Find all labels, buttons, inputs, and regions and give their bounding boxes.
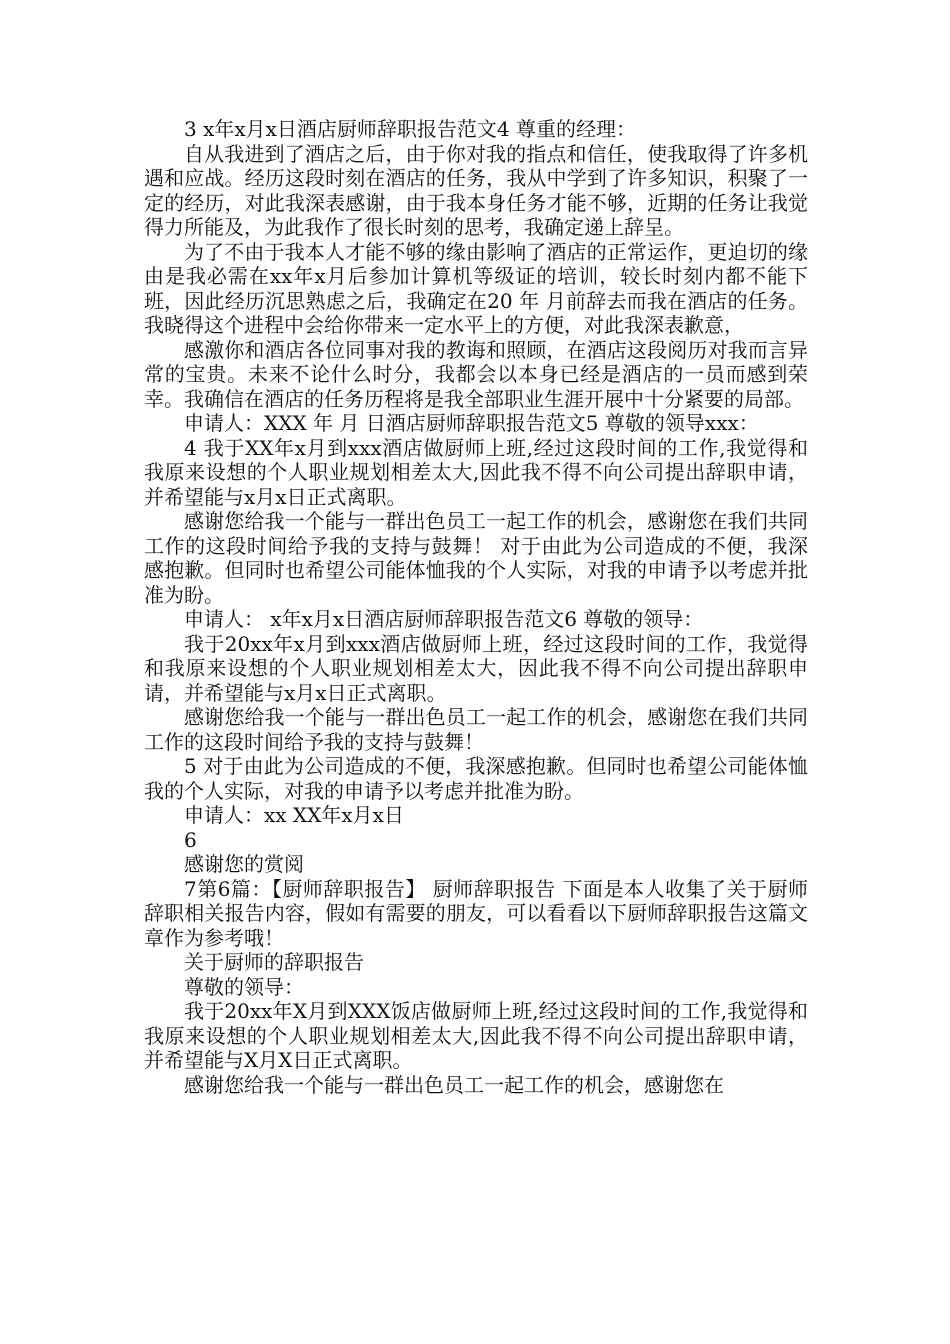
paragraph: 7第6篇：【厨师辞职报告】 厨师辞职报告 下面是本人收集了关于厨师辞职相关报告内容，假如有需要的朋友，可以看看以下厨师辞职报告这篇文章作为参考哦！ <box>144 876 808 950</box>
paragraph: 感谢您的赏阅 <box>184 852 304 876</box>
paragraph: 我于20xx年X月到XXX饭店做厨师上班,经过这段时间的工作,我觉得和我原来设想的个人职业规划相差太大,因此我不得不向公司提出辞职申请，并希望能与X月X日正式离职。 <box>144 999 808 1072</box>
paragraph: 感谢您给我一个能与一群出色员工一起工作的机会，感谢您在我们共同工作的这段时间给予我的支持与鼓舞！ <box>144 705 808 754</box>
paragraph: 申请人： x年x月x日酒店厨师辞职报告范文6 尊敬的领导： <box>184 607 704 631</box>
paragraph: 感谢您给我一个能与一群出色员工一起工作的机会，感谢您在我们共同工作的这段时间给予我的支持与鼓舞！ 对于由此为公司造成的不便，我深感抱歉。但同时也希望公司能体恤我的个人实际，对我的申请予以考虑并批准为盼。 <box>144 509 808 607</box>
paragraph: 申请人：XXX 年 月 日酒店厨师辞职报告范文5 尊敬的领导xxx： <box>184 411 759 435</box>
salutation: 尊敬的领导： <box>184 974 304 999</box>
document-body <box>144 117 808 1097</box>
paragraph: 申请人：xx XX年x月x日 <box>184 803 404 827</box>
paragraph: 感谢您给我一个能与一群出色员工一起工作的机会，感谢您在 <box>184 1072 724 1097</box>
paragraph: 5 对于由此为公司造成的不便，我深感抱歉。但同时也希望公司能体恤我的个人实际，对我的申请予以考虑并批准为盼。 <box>144 754 808 803</box>
page-number-marker: 6 <box>184 827 197 852</box>
section-title: 关于厨师的辞职报告 <box>184 950 364 974</box>
paragraph: 感激你和酒店各位同事对我的教诲和照顾，在酒店这段阅历对我而言异常的宝贵。未来不论什么时分，我都会以本身已经是酒店的一员而感到荣幸。我确信在酒店的任务历程将是我全部职业生涯开展中十分紧要的局部。 <box>144 337 808 411</box>
paragraph: 我于20xx年x月到xxx酒店做厨师上班，经过这段时间的工作，我觉得和我原来设想的个人职业规划相差太大，因此我不得不向公司提出辞职申请，并希望能与x月x日正式离职。 <box>144 631 808 705</box>
paragraph: 自从我进到了酒店之后，由于你对我的指点和信任，使我取得了许多机遇和应战。经历这段时刻在酒店的任务，我从中学到了许多知识，积聚了一定的经历，对此我深表感谢，由于我本身任务才能不够，近期的任务让我觉得力所能及，为此我作了很长时刻的思考，我确定递上辞呈。 <box>144 141 808 239</box>
paragraph: 4 我于XX年x月到xxx酒店做厨师上班,经过这段时间的工作,我觉得和我原来设想的个人职业规划相差太大,因此我不得不向公司提出辞职申请，并希望能与x月x日正式离职。 <box>144 435 808 509</box>
paragraph: 3 x年x月x日酒店厨师辞职报告范文4 尊重的经理： <box>184 117 637 141</box>
paragraph: 为了不由于我本人才能不够的缘由影响了酒店的正常运作，更迫切的缘由是我必需在xx年x月后参加计算机等级证的培训，较长时刻内都不能下班，因此经历沉思熟虑之后，我确定在20 年 月前辞去而我在酒店的任务。我晓得这个进程中会给你带来一定水平上的方便，对此我深表歉意， <box>144 239 808 337</box>
